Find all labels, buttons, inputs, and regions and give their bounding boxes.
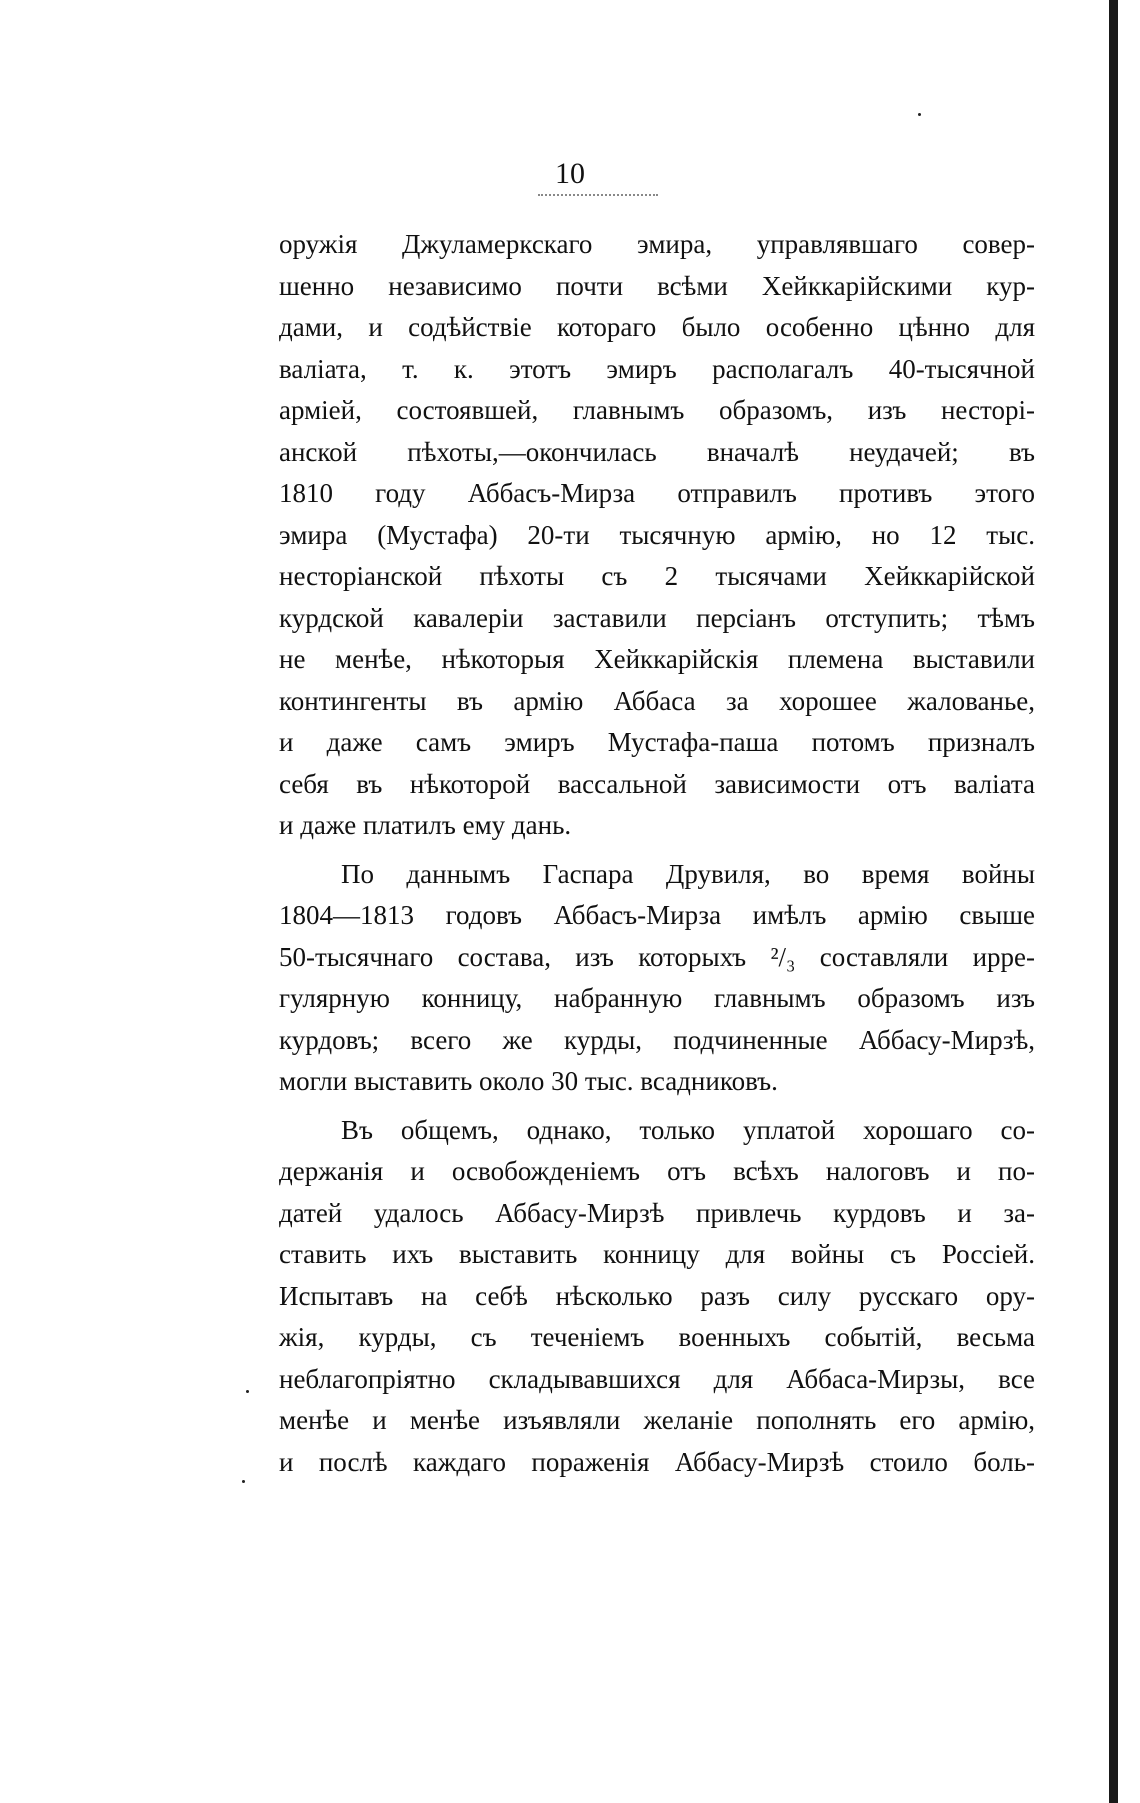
text-line: и даже самъ эмиръ Мустафа-паша потомъ призналъ bbox=[279, 727, 1035, 757]
text-line: шенно независимо почти всѣми Хейккарійскими кур- bbox=[279, 270, 1035, 301]
paragraph-3 bbox=[279, 1110, 1035, 1484]
text-line: 50-тысячнаго состава, изъ которыхъ ²/₃ составляли ирре- bbox=[279, 941, 1035, 972]
text-line: анской пѣхоты,—окончилась вначалѣ неудачей; въ bbox=[279, 436, 1035, 467]
text-line: жія, курды, съ теченіемъ военныхъ событій, весьма bbox=[279, 1322, 1035, 1352]
text-line: себя въ нѣкоторой вассальной зависимости отъ валіата bbox=[279, 768, 1035, 799]
text-line: контингенты въ армію Аббаса за хорошее жалованье, bbox=[279, 685, 1035, 716]
paragraph-gap bbox=[279, 847, 1035, 854]
text-line: 1810 году Аббасъ-Мирза отправилъ противъ этого bbox=[279, 478, 1035, 508]
text-line: и даже платилъ ему дань. bbox=[279, 810, 572, 840]
paragraph-2 bbox=[279, 854, 1035, 1103]
page-number: 10 bbox=[555, 157, 585, 190]
text-line: менѣе и менѣе изъявляли желаніе пополнять его армію, bbox=[279, 1405, 1035, 1435]
text-line: курдовъ; всего же курды, подчиненные Аббасу-Мирзѣ, bbox=[279, 1024, 1035, 1055]
paragraph-gap bbox=[279, 1103, 1035, 1110]
paragraph-1 bbox=[279, 224, 1035, 847]
text-line: курдской кавалеріи заставили персіанъ отступить; тѣмъ bbox=[279, 602, 1035, 633]
text-line: эмира (Мустафа) 20-ти тысячную армію, но 12 тыс. bbox=[279, 519, 1035, 550]
text-line: оружія Джуламеркскаго эмира, управлявшаго совер- bbox=[279, 229, 1035, 259]
text-line: Въ общемъ, однако, только уплатой хорошаго со- bbox=[341, 1114, 1035, 1145]
text-line: 1804—1813 годовъ Аббасъ-Мирза имѣлъ армію свыше bbox=[279, 900, 1035, 930]
text-line: неблагопріятно складывавшихся для Аббаса-Мирзы, все bbox=[279, 1363, 1035, 1394]
text-line: могли выставить около 30 тыс. всадниковъ. bbox=[279, 1066, 778, 1096]
text-line: арміей, состоявшей, главнымъ образомъ, изъ несторі- bbox=[279, 395, 1035, 425]
text-line: датей удалось Аббасу-Мирзѣ привлечь курдовъ и за- bbox=[279, 1197, 1035, 1228]
text-line: гулярную конницу, набранную главнымъ образомъ изъ bbox=[279, 983, 1035, 1013]
text-line: и послѣ каждаго пораженія Аббасу-Мирзѣ стоило боль- bbox=[279, 1446, 1035, 1477]
page-number-rule bbox=[538, 194, 658, 196]
text-line: дами, и содѣйствіе котораго было особенно цѣнно для bbox=[279, 312, 1035, 342]
body-text bbox=[279, 224, 1035, 1483]
text-line: Испытавъ на себѣ нѣсколько разъ силу русскаго ору- bbox=[279, 1280, 1035, 1311]
scan-speck bbox=[246, 1390, 249, 1393]
scan-speck bbox=[918, 113, 921, 116]
text-line: несторіанской пѣхоты съ 2 тысячами Хейккарійской bbox=[279, 561, 1035, 591]
scan-speck bbox=[242, 1480, 245, 1483]
scan-edge-border bbox=[1109, 0, 1118, 1803]
text-line: держанія и освобожденіемъ отъ всѣхъ налоговъ и по- bbox=[279, 1156, 1035, 1186]
text-line: валіата, т. к. этотъ эмиръ располагалъ 40-тысячной bbox=[279, 353, 1035, 384]
text-line: По даннымъ Гаспара Друвиля, во время войны bbox=[341, 858, 1035, 889]
text-line: не менѣе, нѣкоторыя Хейккарійскія племена выставили bbox=[279, 644, 1035, 674]
text-line: ставить ихъ выставить конницу для войны съ Россіей. bbox=[279, 1239, 1035, 1269]
